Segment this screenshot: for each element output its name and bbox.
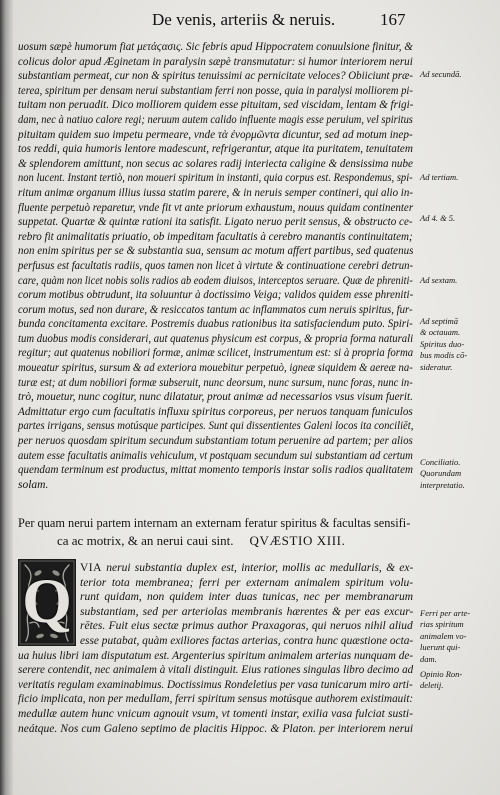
paragraph-line-text: nerui substantia duplex est, interior, mollis ac medullaris, & ex-	[106, 562, 414, 574]
question-heading-second-line	[57, 532, 353, 550]
margin-note-line: Opinio Ron-	[420, 669, 463, 679]
body-line: dam, nec à natiuo calore regi; neruum autem calido influente magis esse peruium, vel spiritus	[18, 113, 413, 126]
paragraph-line: medullæ autem hunc vnicum agnouit vsum, vt tomenti instar, exilia vasa fulciat susti-	[18, 707, 413, 720]
question-label: QVÆSTIO XIII.	[249, 533, 346, 548]
paragraph-line: serere contendit, nec animalem à vitali distinguit. Eius rationes singulas libro decimo ad	[18, 664, 414, 677]
page-number: 167	[380, 10, 406, 29]
running-head	[152, 9, 354, 31]
margin-note-line: sideratur.	[420, 361, 453, 372]
margin-note-line: Ad secundā.	[420, 69, 462, 79]
question-heading-line	[57, 532, 345, 550]
margin-note	[420, 275, 494, 286]
body-line: turæ est; at dum nobiliori formæ subseruit, nunc deorsum, nunc sursum, nunc foras, nunc in-	[18, 376, 413, 389]
body-line: partes irrigans, sensus motúsque participes. Sunt qui dissentientes Galeni locos ita conciliēt,	[18, 420, 414, 433]
margin-note	[420, 608, 494, 665]
question-paragraph	[18, 561, 413, 736]
body-line: regitur; aut quatenus nobiliori formæ, animæ scilicet, instrumentum est: si à propria forma	[18, 347, 414, 360]
paragraph-line: esse putabat, quàm exiliores factas arterias, contra hunc quæstione octa-	[80, 634, 414, 647]
margin-note-line: Ferri per arte-	[420, 608, 471, 618]
paragraph-line: veritatis regulam examinabimus. Doctissimus Rondeletius per vasa tunicarum miro arti-	[18, 678, 413, 691]
body-line: tos reddi, quia humoris lentore madescunt, refrigerantur, atque ita puritatem, tenuitatem	[18, 143, 413, 156]
margin-note-line: deletij.	[420, 680, 444, 691]
question-heading-text: ca ac motrix, & an nerui caui sint.	[57, 533, 234, 548]
body-line: Admittatur ergo cum facultatis influxu spiritus corporeus, per neruos tanquam funiculos	[18, 405, 413, 418]
question-heading-line: Per quam nerui partem internam an externam feratur spiritus & facultas sensifi-	[18, 515, 411, 530]
margin-note-line: Ad sextam.	[420, 275, 458, 285]
paragraph-line: neátque. Nos cum Galeno septimo de placitis Hippoc. & Platon. per interiorem nerui	[18, 722, 414, 735]
question-heading	[18, 514, 410, 532]
body-line: non lucent. Instant tertiò, non moueri spiritum in instanti, quia corpus est. Respondemus, spi-	[18, 172, 413, 185]
body-line: quendam terminum est productus, mittat momento temporis instar solis radios qualitatem	[18, 464, 413, 477]
margin-note	[420, 316, 494, 373]
margin-note-line: Ad septimā	[420, 316, 459, 326]
body-text	[18, 40, 413, 492]
paragraph-line: ficio implicata, non per medullam, ferri spiritum sensus motúsque authorem existimauit:	[18, 693, 414, 706]
body-line: corum motus, sed non durare, & resiccatos tantum ac inflammatos cum neruis spiritus, fur-	[18, 303, 413, 316]
margin-note-line: rias spiritum	[420, 619, 464, 630]
margin-note-line: interpretatio.	[420, 479, 465, 490]
margin-note-line: Quorundam	[420, 468, 462, 479]
body-line: bunda concitamenta excitare. Postremis duabus rationibus ita satisfaciendum puto. Spiri-	[18, 318, 413, 331]
body-line: rebro fit animalitatis priuatio, ob impeditam facultatis à cerebro manantis continuitatem;	[18, 230, 413, 243]
margin-note-line: Spiritus duo-	[420, 338, 465, 349]
paragraph-line: substantiam, sed per arteriolas membranis hærentes & per eas excur-	[80, 605, 414, 618]
body-line: solam.	[18, 478, 49, 491]
drop-cap-letter: Q	[22, 565, 72, 636]
body-line: perfusus est facultatis radiis, quos tamen non licet à virtute & continuatione cerebri detrun-	[18, 259, 414, 272]
paragraph-opening-caps: VIA	[80, 562, 102, 574]
margin-note-line: luerunt qui-	[420, 642, 461, 653]
body-line: substantiam permeat, cur non & spiritus tenuissimi ac pernicitate veloces? Obiiciunt præ-	[18, 70, 413, 83]
margin-note-line: bus modis cō-	[420, 350, 468, 361]
margin-note-line: dam.	[420, 653, 437, 664]
paragraph-line: terior tota membranea; ferri per externam animalem spiritum volu-	[80, 576, 414, 589]
paragraph-line: rētes. Fuit eius sectæ primus author Praxagoras, qui neruos nihil aliud	[80, 620, 413, 633]
body-line: colicus dolor apud Æginetam in paralysin sæpè transmutatur: si humor interiorem nerui	[18, 55, 413, 68]
running-head-title: De venis, arteriis & neruis.	[152, 10, 336, 29]
margin-note-line: Conciliatio.	[420, 457, 461, 467]
margin-note-line: & octauam.	[420, 327, 461, 338]
body-line: autem esse facultatis animalis vehiculum, vt postquam secundum sui substantiam ad certum	[18, 449, 413, 462]
body-line: uosum sæpè humorum fiat μετάϛασις. Sic febris apud Hippocratem conuulsione finitur, &	[18, 41, 413, 53]
body-line: tum duobus modis considerari, aut quatenus physicum est corpus, & propria forma naturali	[18, 332, 414, 345]
margin-note-line: Ad tertiam.	[420, 172, 459, 182]
body-line: pituitam quidem suo impetu permeare, vnde τὰ ἐνορμῶντα dicuntur, sed ad motum inep-	[18, 128, 413, 141]
body-line: terea, spiritum per densam nerui substantiam ferri non posse, quia in paralysi molliorem pi-	[18, 84, 413, 97]
paragraph-line	[80, 561, 413, 576]
gutter-shadow	[0, 0, 14, 795]
body-line: & splendorem amittunt, non secus ac solares radij interiecta caligine & densissima nube	[18, 157, 413, 170]
margin-note-line: Ad 4. & 5.	[420, 213, 456, 223]
margin-note	[420, 457, 494, 491]
paragraph-line: ua huius libri iam disputatum est. Argenterius spiritum animalem arterias nunquam de-	[18, 649, 414, 662]
body-line: ritum animæ organum illius iussa statim parere, & in neruis semper contineri, qui alio in-	[18, 186, 413, 199]
body-line: fluente perpetuò reparetur, vnde fit vt ante priorum exhaustum, nouus quidam continenter	[18, 201, 414, 214]
body-line: trò, mouetur, nunc cogitur, nunc dilatatur, prout animæ ad necessarios vsus visum fuerit.	[18, 391, 413, 404]
body-line: care, quàm non licet nobis solis radios ab eodem diuisos, interceptos seruare. Quæ de phreniti-	[18, 274, 413, 287]
body-line: corum motibus obtrudunt, ita soluuntur à doctissimo Veiga; validos quidem esse phreniti-	[18, 289, 414, 302]
margin-note-line: animalem vo-	[420, 630, 467, 641]
margin-note	[420, 172, 494, 183]
body-line: non enim spiritus per se & substantia sua, sensum ac motum affert partibus, sed quatenus	[18, 245, 414, 258]
body-line: suppetat. Quartæ & quintæ rationi ita satisfit. Ligato neruo perit sensus, & obstructo ce-	[18, 216, 413, 229]
body-line: per neruos quosdam spiritum secundum substantiam totum peruenire ad partem; per alios	[18, 435, 413, 448]
margin-note	[420, 213, 494, 224]
paragraph-line: runt quidam, non quidem inter duas tunicas, nec per membranarum	[80, 591, 414, 604]
margin-note	[420, 69, 494, 80]
body-line: tuitam non peruadit. Dico molliorem quidem esse pituitam, sed viscidam, lentam & frigi-	[18, 99, 414, 112]
margin-note	[420, 669, 494, 692]
body-line: moueatur spiritus, sursum & ad exteriora mouebitur perpetuò, igneæ siquidem & aereæ na-	[18, 362, 413, 375]
